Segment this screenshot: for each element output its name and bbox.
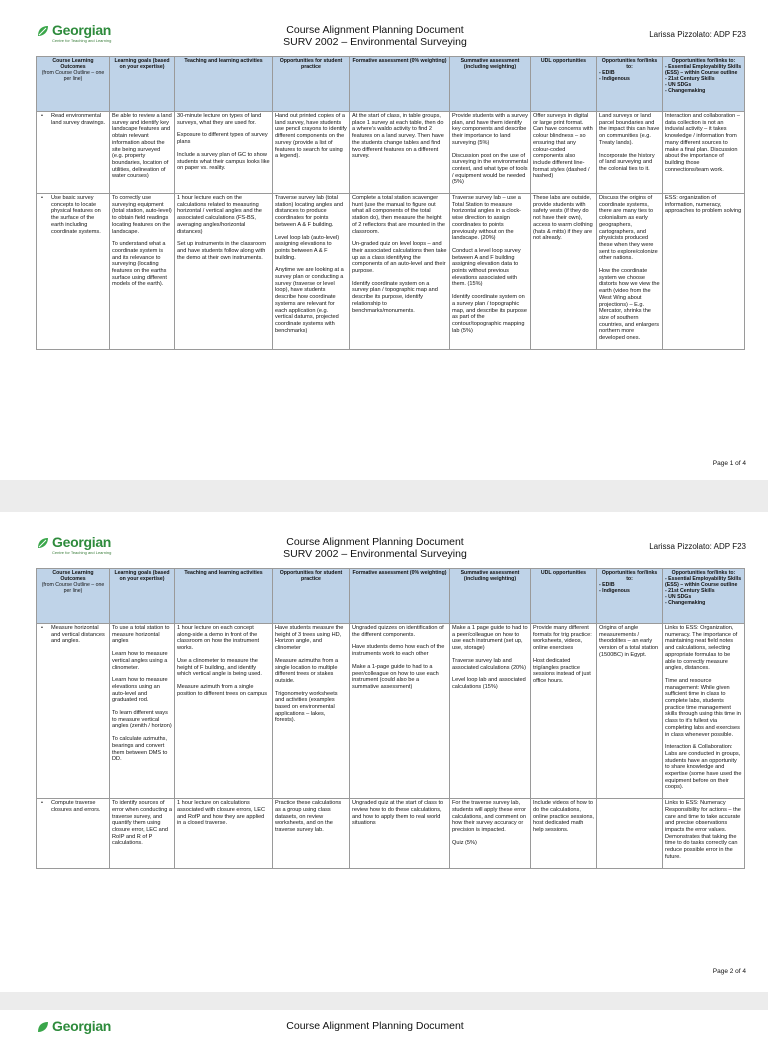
col-udl: UDL opportunities — [531, 57, 597, 112]
teaching-cell — [175, 194, 273, 350]
teaching-paragraph: 1 hour lecture each on the calculations related to measuring horizontal / vertical angles and the associated calculations (FS-BS, averaging angles/horizontal distances) — [177, 195, 262, 235]
udl-paragraph: Host dedicated trig/angles practice sessions instead of just office hours. — [533, 657, 591, 684]
summative-paragraph: Level loop lab and associated calculations (15%) — [452, 677, 526, 690]
udl-cell — [531, 112, 597, 194]
title-line-2: SURV 2002 – Environmental Surveying — [283, 548, 467, 560]
author-label: Larissa Pizzolato: ADP F23 — [649, 30, 746, 39]
document-title — [230, 1020, 520, 1032]
formative-paragraph: Complete a total station scavenger hunt (use the manual to figure out what all components of the total station do), then measure the height of 2 reflectors that are mounted in the classroom. — [352, 195, 445, 235]
georgian-logo — [36, 22, 116, 50]
formative-paragraph: Have students demo how each of the instruments work to each other — [352, 644, 445, 658]
udl-paragraph: Provide many different formats for trig practice: worksheets, videos, online exercises — [533, 625, 592, 652]
edib-paragraph: Origins of angle measurements / theodolites – an early version of a total station (1500BC) in Egypt. — [599, 625, 659, 658]
edib-paragraph: How the coordinate system we choose distorts how we view the earth (video from the West Wing about projections) – E.g. Mercator, shrinks the size of southern countries, and enlargers northern more developed ones. — [599, 268, 660, 342]
teaching-paragraph: 1 hour lecture on each concept along-side a demo in front of the classroom on how the instrument works. — [177, 625, 260, 652]
formative-cell — [350, 194, 450, 350]
col-udl: UDL opportunities — [531, 569, 597, 624]
goals-paragraph: To use a total station to measure horizontal angles — [112, 625, 170, 645]
formative-paragraph: Identify coordinate system on a survey plan / topographic map and describe its purpose, identify relationship to benchmarks/monuments. — [352, 280, 438, 314]
header-row — [37, 57, 745, 112]
document-title — [230, 24, 520, 48]
practice-cell — [273, 112, 350, 194]
formative-paragraph: Ungraded quiz at the start of class to review how to do these calculations, and how to apply them to real world situations — [352, 800, 444, 827]
edib-cell — [597, 624, 663, 799]
col-edib-item: - Indigenous — [599, 76, 630, 82]
col-ess — [663, 569, 745, 624]
bullet-icon: • — [41, 800, 43, 807]
ess-cell — [663, 624, 745, 799]
ess-cell — [663, 112, 745, 194]
author-label: Larissa Pizzolato: ADP F23 — [649, 542, 746, 551]
teaching-paragraph: Set up instruments in the classroom and have students follow along with the demo at their own instruments. — [177, 241, 266, 261]
outcome-bullet — [41, 195, 107, 235]
formative-cell — [350, 112, 450, 194]
outcome-cell — [37, 112, 110, 194]
col-edib — [597, 569, 663, 624]
col-outcomes-sub: (from Course Outline – one per line) — [41, 582, 105, 594]
summative-paragraph: Identify coordinate system on a survey plan / topographic map, and describe its purpose as part of the contour/topographic mapping lab (5%) — [452, 294, 527, 334]
practice-paragraph: Level loop lab (auto-level) assigning elevations to points between A & F building. — [275, 234, 340, 261]
goals-paragraph: To identify sources of error when conducting a traverse survey, and quantify them using closure error, LEC and RoIP and R of P calculations. — [112, 800, 173, 847]
page-number: Page 1 of 4 — [712, 460, 746, 467]
udl-paragraph: These labs are outside, provide students with safety vests (if they do not have their own), access to warm clothing (hats & mitts) if they are not already. — [533, 195, 593, 242]
col-ess-item: - UN SDGs — [665, 594, 692, 600]
edib-cell — [597, 799, 663, 868]
practice-paragraph: Measure azimuths from a single location to multiple different trees or stakes outside. — [275, 657, 339, 684]
leaf-icon — [36, 536, 50, 550]
page-2 — [0, 512, 768, 992]
col-ess-item: - Essential Employability Skills (ESS) – within Course outline — [665, 64, 742, 76]
alignment-table — [36, 56, 745, 350]
table-body — [37, 112, 745, 350]
title-line-1: Course Alignment Planning Document — [286, 1020, 464, 1032]
formative-paragraph: At the start of class, in table groups, place 1 survey at each table, then do a where's waldo activity to find 2 features on a land survey. Then have the students change tables and find two different features on a different survey. — [352, 113, 444, 160]
logo-name: Georgian — [52, 22, 112, 38]
goals-paragraph: Be able to review a land survey and identify key landscape features and obtain relevant information about the site being surveyed (e.g. property boundaries, location of utilities, delineation of water courses) — [112, 113, 172, 180]
title-line-1: Course Alignment Planning Document — [286, 24, 464, 36]
practice-paragraph: Practice these calculations as a group using class datasets, on review worksheets, and on the traverse survey lab. — [275, 800, 342, 833]
summative-paragraph: Provide students with a survey plan, and have them identify key components and describe their importance to land surveying (5%) — [452, 113, 528, 146]
ess-paragraph: ESS: organization of information, numeracy, approaches to problem solving — [665, 195, 742, 215]
logo-name: Georgian — [52, 534, 112, 550]
goals-paragraph: Learn how to measure vertical angles using a clinometer. — [112, 651, 168, 671]
col-outcomes-title: Course Learning Outcomes — [52, 58, 94, 70]
edib-paragraph: Incorporate the history of land surveying and the colonial ties to it. — [599, 152, 655, 172]
col-ess-item: - 21st Century Skills — [665, 76, 715, 82]
col-ess-item: - UN SDGs — [665, 82, 692, 88]
col-ess-item: - Essential Employability Skills (ESS) – within Course outline — [665, 576, 742, 588]
goals-cell — [110, 194, 175, 350]
col-practice: Opportunities for student practice — [273, 57, 350, 112]
goals-paragraph: To learn different ways to measure vertical angles (zenith / horizon) — [112, 710, 172, 730]
edib-paragraph: Discuss the origins of coordinate systems, there are many ties to colonialism as early geographers, cartographers, and physicists produced these when they were sent to explore/colonize other nations. — [599, 195, 658, 262]
col-ess-item: - 21st Century Skills — [665, 588, 715, 594]
practice-cell — [273, 624, 350, 799]
col-formative: Formative assessment (0% weighting) — [350, 569, 450, 624]
outcome-cell — [37, 799, 110, 868]
practice-paragraph: Trigonometry worksheets and activities (examples based on environmental applications – lakes, forests). — [275, 690, 338, 724]
col-edib-item: - EDIB — [599, 582, 615, 588]
header-row — [37, 569, 745, 624]
col-goals: Learning goals (based on your expertise) — [110, 569, 175, 624]
summative-paragraph: Quiz (5%) — [452, 839, 477, 846]
teaching-paragraph: 30-minute lecture on types of land surveys, what they are used for. — [177, 113, 262, 126]
col-teaching: Teaching and learning activities — [175, 57, 273, 112]
col-ess-item: - Changemaking — [665, 88, 706, 94]
title-line-2: SURV 2002 – Environmental Surveying — [283, 36, 467, 48]
practice-cell — [273, 799, 350, 868]
outcome-text: Measure horizontal and vertical distances and angles. — [51, 625, 105, 645]
formative-cell — [350, 799, 450, 868]
col-summative: Summative assessment (including weighting) — [450, 57, 531, 112]
practice-paragraph: Anytime we are looking at a survey plan or conducting a survey (traverse or level loop), have students describe how coordinate systems are relevant for each application (e.g. vertical datums, projected coordinate systems with benchmarks) — [275, 267, 344, 334]
col-formative: Formative assessment (0% weighting) — [350, 57, 450, 112]
document-title — [230, 536, 520, 560]
georgian-logo — [36, 534, 116, 562]
outcome-text: Compute traverse closures and errors. — [51, 800, 101, 813]
summative-cell — [450, 799, 531, 868]
col-ess — [663, 57, 745, 112]
col-outcomes — [37, 569, 110, 624]
teaching-cell — [175, 624, 273, 799]
ess-paragraph: Links to ESS: Organization, numeracy. The importance of maintaining neat field notes and calculations, selecting appropriate formulas to be able to correctly measure angles, distances. — [665, 625, 738, 672]
udl-cell — [531, 799, 597, 868]
goals-cell — [110, 799, 175, 868]
summative-paragraph: Traverse survey lab – use a Total Station to measure horizontal angles in a clock-wise direction to assign coordinates to points previously without on the landscape. (20%) — [452, 195, 522, 242]
goals-paragraph: To calculate azimuths, bearings and convert them between DMS to DD. — [112, 736, 168, 763]
page-number: Page 2 of 4 — [712, 968, 746, 975]
udl-cell — [531, 194, 597, 350]
summative-cell — [450, 624, 531, 799]
ess-cell — [663, 194, 745, 350]
formative-cell — [350, 624, 450, 799]
table-row — [37, 112, 745, 194]
logo-name: Georgian — [52, 1018, 112, 1034]
summative-paragraph: For the traverse survey lab, students will apply these error calculations, and comment on how their survey accuracy or precision is impacted. — [452, 800, 527, 833]
outcome-cell — [37, 624, 110, 799]
practice-paragraph: Have students measure the height of 3 trees using HD, Horizon angle, and clinometer — [275, 625, 344, 652]
page-1 — [0, 0, 768, 480]
udl-paragraph: Include videos of how to do the calculations, online practice sessions, host dedicated math help sessions. — [533, 800, 594, 833]
col-outcomes-sub: (from Course Outline – one per line) — [41, 70, 105, 82]
logo-tagline: Centre for Teaching and Learning — [52, 38, 112, 43]
edib-cell — [597, 112, 663, 194]
ess-paragraph: Time and resource management: While given sufficient time in class to complete labs, students practice time management skills through using this time in class to it's fullest via completing labs and exercises in class whenever possible. — [665, 677, 741, 738]
col-edib-item: - EDIB — [599, 70, 615, 76]
formative-paragraph: Make a 1-page guide to had to a peer/colleague on how to use each instrument (could also be a summative assessment) — [352, 663, 439, 690]
col-edib-title: Opportunities for/links to: — [601, 570, 658, 582]
col-edib-item: - Indigenous — [599, 588, 630, 594]
summative-paragraph: Make a 1 page guide to had to a peer/colleague on how to use each instrument (set up, use, storage) — [452, 625, 528, 652]
bullet-icon: • — [41, 113, 43, 119]
ess-paragraph: Links to ESS: Numeracy Responsibility for actions – the care and time to take accurate and precise observations impacts the error values. Demonstrates that taking the time to do tasks correctly can reduce possible error in the future. — [665, 800, 741, 860]
col-ess-title: Opportunities for/links to: — [671, 58, 736, 64]
teaching-paragraph: Measure azimuth from a single position to different trees on campus — [177, 683, 268, 697]
udl-cell — [531, 624, 597, 799]
summative-cell — [450, 194, 531, 350]
formative-paragraph: Un-graded quiz on level loops – and their associated calculations then take up as a class identifying the components of an auto-level and their purpose. — [352, 241, 447, 275]
outcome-text: Read environmental land survey drawings. — [51, 113, 106, 126]
col-outcomes — [37, 57, 110, 112]
outcome-cell — [37, 194, 110, 350]
summative-paragraph: Conduct a level loop survey between A and F building assigning elevation data to points without previous elevations associated with them. (15%) — [452, 247, 521, 288]
bullet-icon: • — [41, 625, 43, 631]
ess-paragraph: Interaction & Collaboration: Labs are conducted in groups, students have an opportunity to share knowledge and expertise (some have used the equipment before on their coops). — [665, 744, 742, 791]
leaf-icon — [36, 1020, 50, 1034]
table-row — [37, 799, 745, 868]
col-edib-title: Opportunities for/links to: — [601, 58, 658, 70]
edib-paragraph: Land surveys or land parcel boundaries and the impact this can have on communities (e.g. Treaty lands). — [599, 113, 660, 146]
goals-cell — [110, 624, 175, 799]
col-goals: Learning goals (based on your expertise) — [110, 57, 175, 112]
teaching-cell — [175, 799, 273, 868]
bullet-icon: • — [41, 195, 43, 202]
table-header — [37, 569, 745, 624]
col-outcomes-title: Course Learning Outcomes — [52, 570, 94, 582]
logo-tagline: Centre for Teaching and Learning — [52, 550, 112, 555]
teaching-paragraph: Exposure to different types of survey plans — [177, 132, 268, 146]
outcome-bullet — [41, 625, 107, 645]
formative-paragraph: Ungraded quizzes on identification of the different components. — [352, 625, 444, 638]
col-summative: Summative assessment (including weighting) — [450, 569, 531, 624]
goals-paragraph: To understand what a coordinate system is and its relevance to surveying (locating features on the earths surface using different models of the earth). — [112, 241, 167, 288]
georgian-logo — [36, 1018, 116, 1046]
udl-paragraph: Offer surveys in digital or large print format. Can have concerns with colour blindness – so ensuring that any colour-coded components also include different line-format styles (dashed / hashed) — [533, 113, 593, 180]
table-row — [37, 624, 745, 799]
summative-cell — [450, 112, 531, 194]
outcome-text: Use basic survey concepts to locate physical features on the surface of the earth including coordinate systems. — [51, 195, 101, 235]
teaching-paragraph: 1 hour lecture on calculations associated with closure errors, LEC and RofP and how they are applied in a closed traverse. — [177, 800, 265, 827]
goals-cell — [110, 112, 175, 194]
table-row — [37, 194, 745, 350]
goals-paragraph: To correctly use surveying equipment (total station, auto-level) to obtain field readings locating features on the landscape. — [112, 195, 172, 235]
practice-cell — [273, 194, 350, 350]
summative-paragraph: Traverse survey lab and associated calculations (20%) — [452, 657, 526, 671]
table-body — [37, 624, 745, 869]
ess-cell — [663, 799, 745, 868]
table-header — [37, 57, 745, 112]
goals-paragraph: Learn how to measure elevations using an auto-level and graduated rod. — [112, 677, 168, 704]
teaching-cell — [175, 112, 273, 194]
outcome-bullet — [41, 113, 107, 126]
edib-cell — [597, 194, 663, 350]
teaching-paragraph: Use a clinometer to measure the height of F building, and identify which vertical angle is being used. — [177, 657, 262, 678]
practice-paragraph: Hand out printed copies of a land survey, have students use pencil crayons to identify different components on the survey (provide a list of features to search for using a legend). — [275, 113, 347, 160]
col-teaching: Teaching and learning activities — [175, 569, 273, 624]
alignment-table — [36, 568, 745, 869]
col-edib — [597, 57, 663, 112]
page-3 — [0, 1010, 768, 1050]
leaf-icon — [36, 24, 50, 38]
practice-paragraph: Traverse survey lab (total station) locating angles and distances to produce coordinates for points between A & F building. — [275, 195, 344, 228]
col-ess-item: - Changemaking — [665, 600, 706, 606]
title-line-1: Course Alignment Planning Document — [286, 536, 464, 548]
teaching-paragraph: Include a survey plan of GC to show students what their campus looks like on paper vs. reality. — [177, 151, 270, 172]
ess-paragraph: Interaction and collaboration – data collection is not an induvial activity – it takes knowledge / information from many different sources to make a final plan. Discussion about the importance of building those connections/team work. — [665, 113, 740, 173]
summative-paragraph: Discussion post on the use of surveying in the environmental context, and what type of tools / equipment would be needed (5%) — [452, 152, 528, 186]
col-ess-title: Opportunities for/links to: — [671, 570, 736, 576]
col-practice: Opportunities for student practice — [273, 569, 350, 624]
outcome-bullet — [41, 800, 107, 813]
